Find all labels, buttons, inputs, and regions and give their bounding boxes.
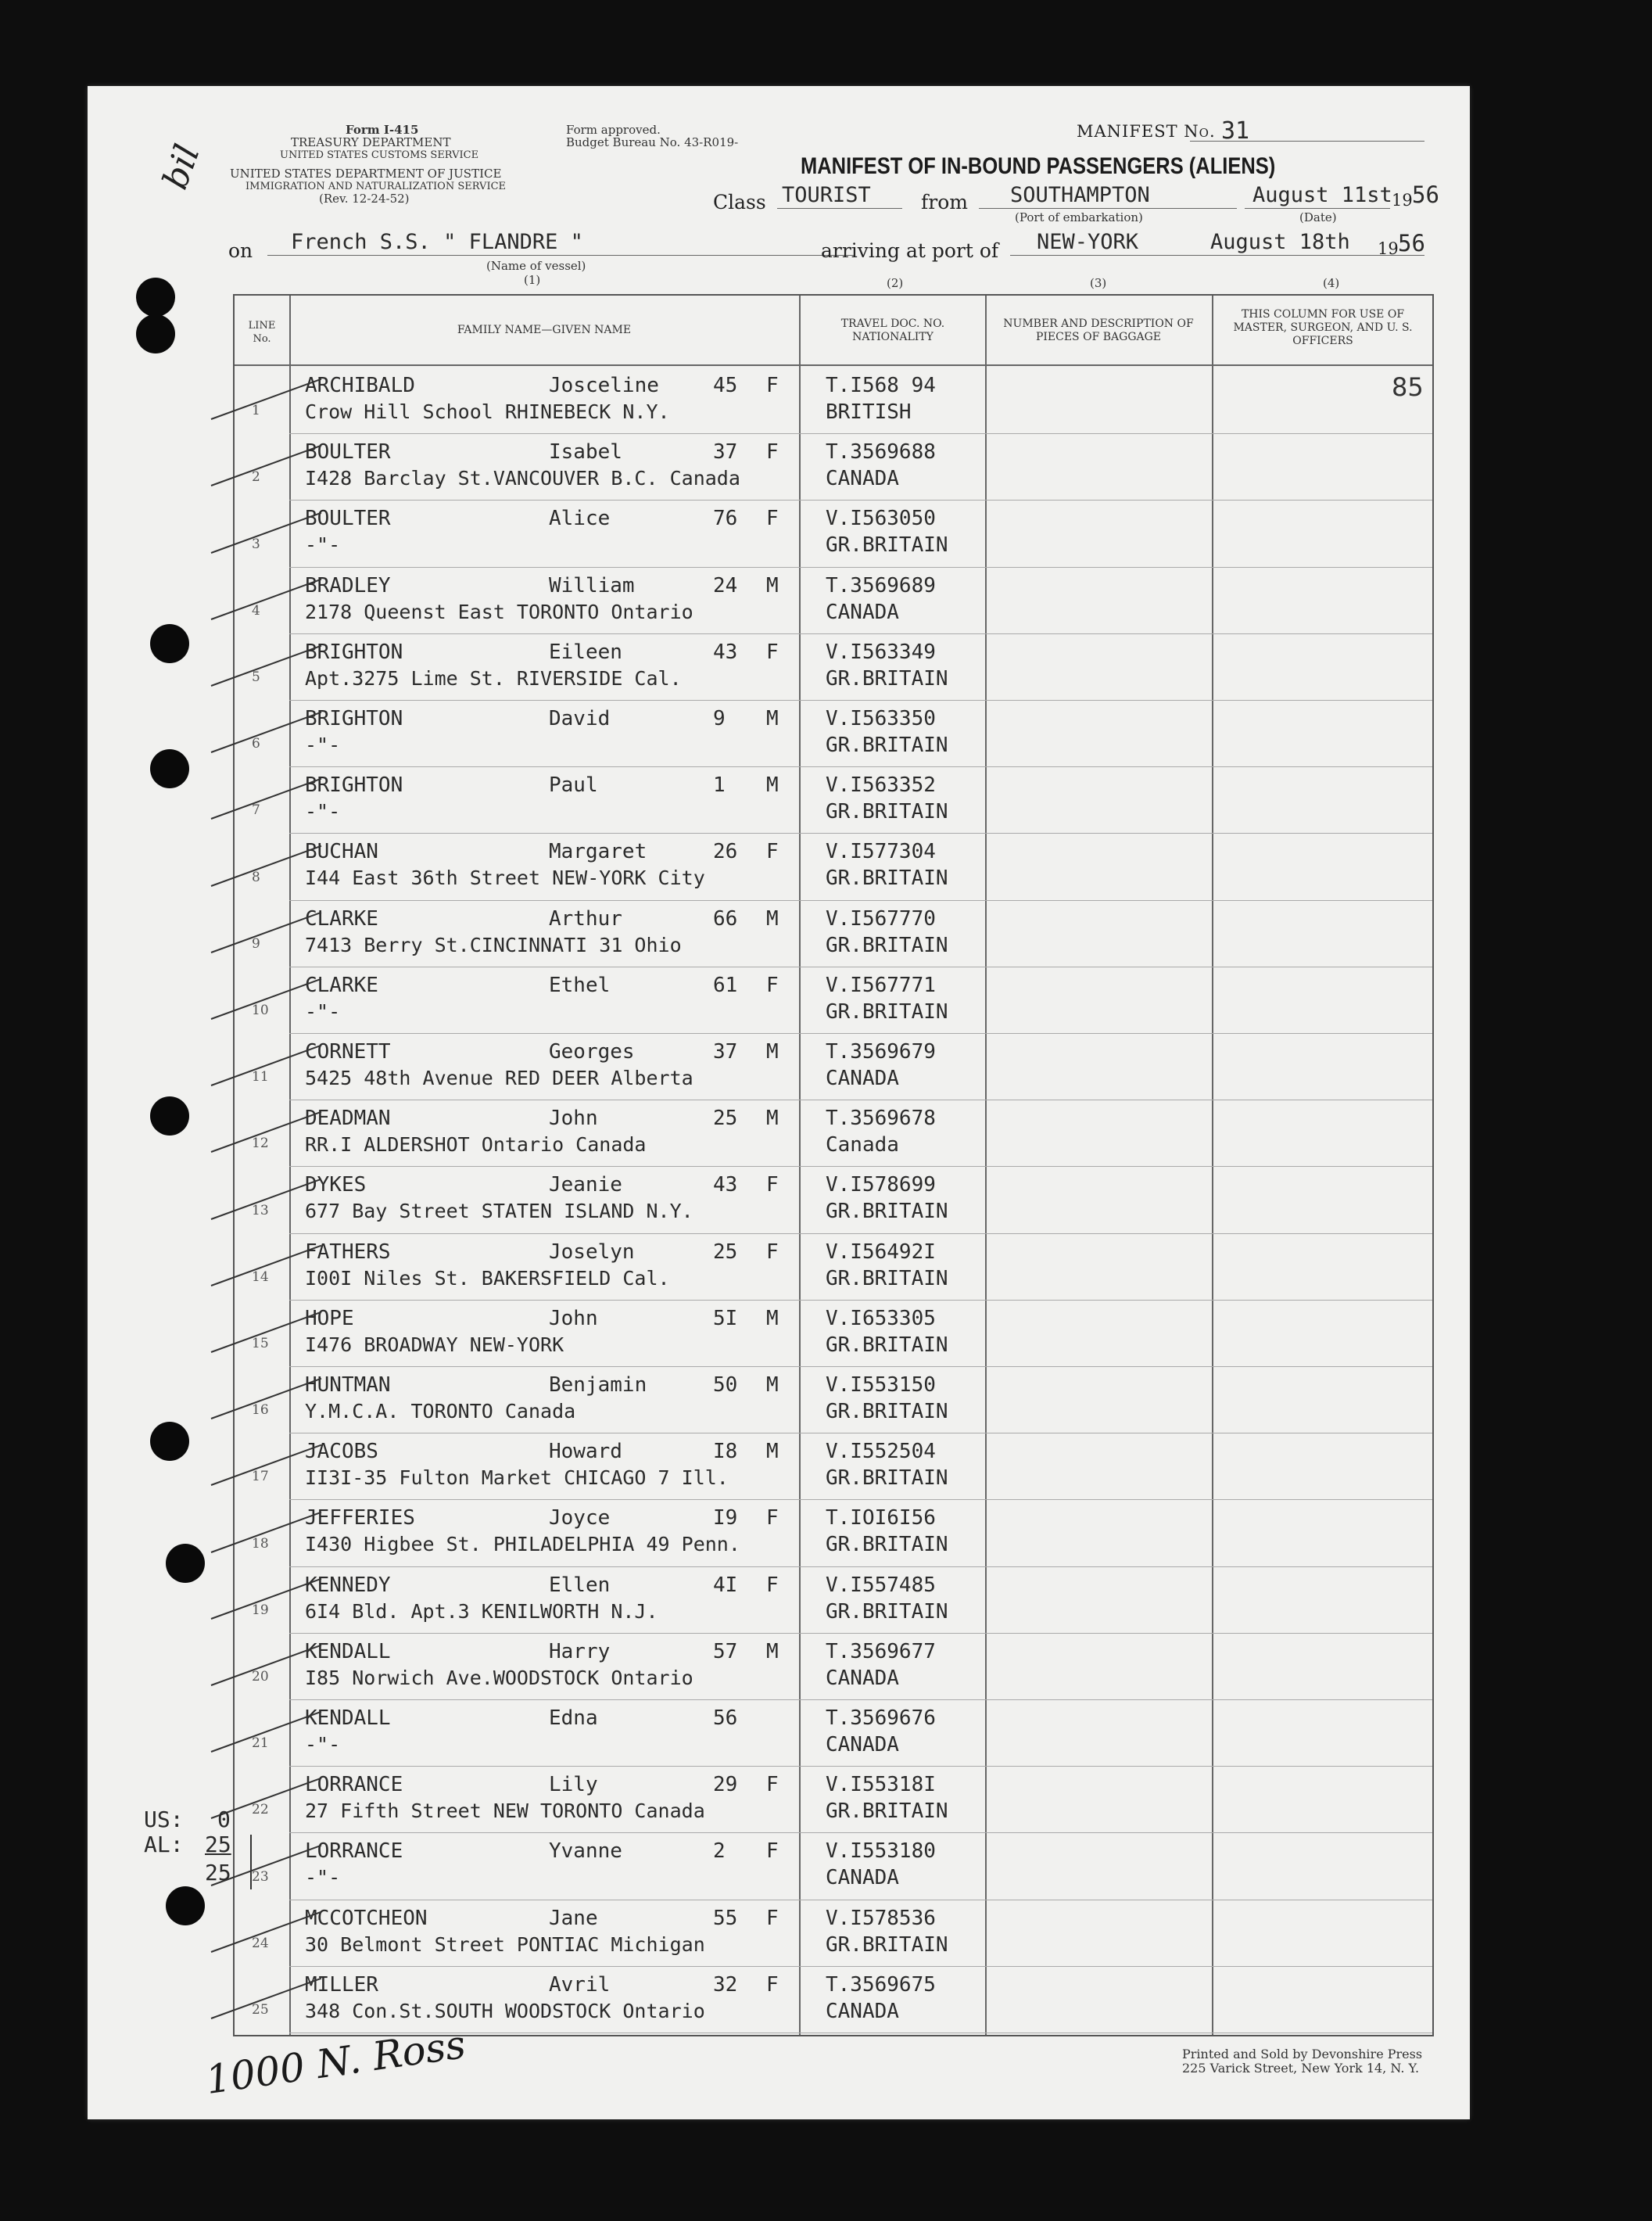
- sex: M: [766, 773, 779, 798]
- binder-hole: [136, 314, 175, 353]
- budget-bureau: Budget Bureau No. 43-R019-: [566, 135, 739, 149]
- sex: F: [766, 640, 779, 664]
- address: 7413 Berry St.CINCINNATI 31 Ohio: [305, 933, 682, 956]
- line-number: 23: [252, 1868, 269, 1885]
- age: 55: [713, 1906, 738, 1930]
- line-number: 11: [252, 1069, 269, 1085]
- from-value: SOUTHAMPTON: [1010, 183, 1150, 207]
- sex: F: [766, 507, 779, 531]
- manifest-no-label: MANIFEST No.: [1077, 122, 1216, 141]
- address: I428 Barclay St.VANCOUVER B.C. Canada: [305, 467, 740, 490]
- table-row: [235, 1700, 1432, 1767]
- line-number: 16: [252, 1402, 269, 1419]
- age: 1: [713, 773, 726, 798]
- nationality: CANADA: [826, 600, 899, 624]
- line-number: 4: [252, 602, 260, 619]
- travel-doc: V.I563050: [826, 507, 936, 531]
- sex: M: [766, 1306, 779, 1330]
- sex: F: [766, 374, 779, 397]
- table-row: [235, 1833, 1432, 1900]
- revision: (Rev. 12-24-52): [319, 192, 410, 206]
- family-name: CLARKE: [305, 973, 378, 997]
- printer-line-1: Printed and Sold by Devonshire Press: [1182, 2047, 1423, 2061]
- line-number: 20: [252, 1668, 269, 1685]
- line-number: 14: [252, 1268, 269, 1285]
- treasury-dept: TREASURY DEPARTMENT: [291, 135, 451, 149]
- nationality: GR.BRITAIN: [826, 1333, 948, 1357]
- travel-doc: V.I578536: [826, 1906, 936, 1930]
- sex: F: [766, 1906, 779, 1930]
- binder-hole: [166, 1544, 205, 1583]
- given-name: Joyce: [549, 1506, 611, 1530]
- address: II3I-35 Fulton Market CHICAGO 7 Ill.: [305, 1466, 729, 1490]
- sex: F: [766, 1972, 779, 1997]
- manifest-page: [88, 86, 1470, 2119]
- travel-doc: T.3569689: [826, 573, 936, 597]
- nationality: GR.BRITAIN: [826, 1932, 948, 1957]
- given-name: Avril: [549, 1972, 611, 1997]
- col3-caption: (3): [1090, 276, 1107, 290]
- travel-doc: V.I577304: [826, 840, 936, 864]
- arriving-label: arriving at port of: [821, 239, 999, 262]
- travel-doc: V.I653305: [826, 1306, 936, 1330]
- table-row: [235, 634, 1432, 701]
- family-name: KENDALL: [305, 1639, 391, 1663]
- line-number: 15: [252, 1335, 269, 1351]
- family-name: JEFFERIES: [305, 1506, 415, 1530]
- sex: F: [766, 1240, 779, 1264]
- sex: F: [766, 1506, 779, 1530]
- class-label: Class: [713, 191, 766, 213]
- nationality: CANADA: [826, 1866, 899, 1890]
- age: 43: [713, 1173, 738, 1197]
- table-row: [235, 1433, 1432, 1500]
- age: 56: [713, 1706, 738, 1730]
- nationality: Canada: [826, 1133, 899, 1157]
- age: 25: [713, 1107, 738, 1131]
- line-number: 25: [252, 2001, 269, 2018]
- col2-caption: (2): [887, 276, 904, 290]
- address: I476 BROADWAY NEW-YORK: [305, 1333, 564, 1356]
- header-line-no: LINE No.: [248, 320, 276, 345]
- nationality: GR.BRITAIN: [826, 1799, 948, 1824]
- given-name: Harry: [549, 1639, 611, 1663]
- col1-caption: (1): [524, 273, 541, 287]
- table-row: [235, 1567, 1432, 1634]
- age: 57: [713, 1639, 738, 1663]
- address: -"-: [305, 734, 341, 756]
- family-name: JACOBS: [305, 1440, 378, 1464]
- given-name: Ethel: [549, 973, 611, 997]
- nationality: CANADA: [826, 467, 899, 491]
- age: 26: [713, 840, 738, 864]
- form-number: Form I-415: [346, 123, 419, 137]
- tally-us-label: US:: [144, 1807, 184, 1832]
- binder-hole: [150, 749, 189, 788]
- given-name: Lily: [549, 1773, 598, 1797]
- family-name: ARCHIBALD: [305, 374, 415, 397]
- address: I430 Higbee St. PHILADELPHIA 49 Penn.: [305, 1533, 740, 1556]
- table-row: [235, 434, 1432, 501]
- travel-doc: V.I55318I: [826, 1773, 936, 1797]
- table-row: [235, 901, 1432, 967]
- table-row: [235, 368, 1432, 434]
- sex: M: [766, 906, 779, 931]
- table-row: [235, 1967, 1432, 2033]
- nationality: GR.BRITAIN: [826, 1533, 948, 1557]
- justice-dept: UNITED STATES DEPARTMENT OF JUSTICE: [230, 167, 502, 181]
- binder-hole: [166, 1886, 205, 1925]
- table-row: [235, 501, 1432, 567]
- travel-doc: V.I56492I: [826, 1240, 936, 1264]
- family-name: BOULTER: [305, 440, 391, 465]
- age: I9: [713, 1506, 738, 1530]
- nationality: BRITISH: [826, 400, 912, 424]
- travel-doc: V.I557485: [826, 1573, 936, 1597]
- header-travel: TRAVEL DOC. NO. NATIONALITY: [840, 318, 945, 343]
- port-embark-caption: (Port of embarkation): [1015, 210, 1143, 224]
- nationality: GR.BRITAIN: [826, 1466, 948, 1491]
- address: Y.M.C.A. TORONTO Canada: [305, 1400, 576, 1423]
- age: 24: [713, 573, 738, 597]
- sex: M: [766, 1440, 779, 1464]
- given-name: Ellen: [549, 1573, 611, 1597]
- address: 27 Fifth Street NEW TORONTO Canada: [305, 1799, 705, 1823]
- given-name: David: [549, 707, 611, 730]
- nationality: GR.BRITAIN: [826, 933, 948, 957]
- sex: F: [766, 973, 779, 997]
- address: -"-: [305, 1733, 341, 1756]
- travel-doc: T.3569675: [826, 1972, 936, 1997]
- line-number: 3: [252, 536, 260, 552]
- date-caption: (Date): [1299, 210, 1337, 224]
- given-name: Paul: [549, 773, 598, 798]
- address: -"-: [305, 533, 341, 557]
- nationality: GR.BRITAIN: [826, 800, 948, 824]
- tally-bracket: [242, 1835, 252, 1889]
- nationality: GR.BRITAIN: [826, 867, 948, 891]
- passenger-table: [233, 294, 1434, 2036]
- nationality: CANADA: [826, 1666, 899, 1690]
- age: 66: [713, 906, 738, 931]
- age: 29: [713, 1773, 738, 1797]
- address: 6I4 Bld. Apt.3 KENILWORTH N.J.: [305, 1599, 658, 1623]
- sex: F: [766, 1773, 779, 1797]
- nationality: GR.BRITAIN: [826, 1599, 948, 1624]
- given-name: Jane: [549, 1906, 598, 1930]
- given-name: Eileen: [549, 640, 622, 664]
- manifest-no-value: 31: [1221, 117, 1250, 145]
- given-name: John: [549, 1107, 598, 1131]
- date-value: August 11st: [1252, 183, 1392, 207]
- given-name: John: [549, 1306, 598, 1330]
- from-underline: [979, 208, 1237, 209]
- line-number: 9: [252, 935, 260, 952]
- line-number: 10: [252, 1002, 269, 1018]
- travel-doc: T.3569677: [826, 1639, 936, 1663]
- sex: M: [766, 1373, 779, 1397]
- travel-doc: V.I578699: [826, 1173, 936, 1197]
- line-number: 12: [252, 1136, 269, 1152]
- travel-doc: T.IOI6I56: [826, 1506, 936, 1530]
- travel-doc: T.3569678: [826, 1107, 936, 1131]
- year-value: 56: [1412, 181, 1439, 208]
- family-name: MCCOTCHEON: [305, 1906, 428, 1930]
- sex: F: [766, 1173, 779, 1197]
- line-number: 8: [252, 869, 260, 885]
- address: Apt.3275 Lime St. RIVERSIDE Cal.: [305, 666, 682, 690]
- address: 348 Con.St.SOUTH WOODSTOCK Ontario: [305, 1999, 705, 2022]
- given-name: Edna: [549, 1706, 598, 1730]
- line-number: 7: [252, 802, 260, 819]
- family-name: KENNEDY: [305, 1573, 391, 1597]
- ins-service: IMMIGRATION AND NATURALIZATION SERVICE: [245, 181, 507, 192]
- class-value: TOURIST: [782, 183, 871, 207]
- age: 50: [713, 1373, 738, 1397]
- family-name: LORRANCE: [305, 1839, 403, 1864]
- officer-signature: 1000 N. Ross: [202, 2022, 468, 2103]
- family-name: BRIGHTON: [305, 640, 403, 664]
- table-row: [235, 1100, 1432, 1167]
- table-row: [235, 834, 1432, 900]
- table-row: [235, 767, 1432, 834]
- family-name: BRIGHTON: [305, 773, 403, 798]
- table-row: [235, 1234, 1432, 1301]
- line-number: 21: [252, 1735, 269, 1752]
- nationality: GR.BRITAIN: [826, 666, 948, 691]
- family-name: LORRANCE: [305, 1773, 403, 1797]
- nationality: GR.BRITAIN: [826, 1200, 948, 1224]
- age: 76: [713, 507, 738, 531]
- address: Crow Hill School RHINEBECK N.Y.: [305, 400, 670, 423]
- line-number: 6: [252, 736, 260, 752]
- sex: M: [766, 573, 779, 597]
- given-name: Josceline: [549, 374, 659, 397]
- travel-doc: T.I568 94: [826, 374, 936, 397]
- travel-doc: T.3569676: [826, 1706, 936, 1730]
- address: I44 East 36th Street NEW-YORK City: [305, 867, 705, 890]
- family-name: HOPE: [305, 1306, 354, 1330]
- binder-hole: [150, 1422, 189, 1461]
- age: 25: [713, 1240, 738, 1264]
- arriving-year: 56: [1398, 230, 1425, 257]
- given-name: Isabel: [549, 440, 622, 465]
- address: 2178 Queenst East TORONTO Ontario: [305, 600, 693, 623]
- family-name: KENDALL: [305, 1706, 391, 1730]
- line-number: 1: [252, 403, 260, 419]
- form-approved: Form approved.: [566, 123, 661, 137]
- family-name: BRIGHTON: [305, 707, 403, 730]
- travel-doc: V.I567771: [826, 973, 936, 997]
- from-label: from: [921, 191, 968, 213]
- line-number: 5: [252, 669, 260, 685]
- age: 2: [713, 1839, 726, 1864]
- class-underline: [777, 208, 902, 209]
- arriving-year-prefix: 19: [1378, 239, 1399, 258]
- family-name: HUNTMAN: [305, 1373, 391, 1397]
- family-name: BOULTER: [305, 507, 391, 531]
- nationality: CANADA: [826, 1999, 899, 2023]
- arriving-underline: [1010, 255, 1424, 256]
- arriving-date: August 18th: [1210, 230, 1350, 254]
- age: 32: [713, 1972, 738, 1997]
- tally-us-value: 0: [217, 1807, 231, 1832]
- age: 37: [713, 1040, 738, 1064]
- given-name: Howard: [549, 1440, 622, 1464]
- age: 61: [713, 973, 738, 997]
- travel-doc: V.I563352: [826, 773, 936, 798]
- age: 9: [713, 707, 726, 730]
- manifest-underline: [1190, 141, 1424, 142]
- address: -"-: [305, 999, 341, 1023]
- table-row: [235, 967, 1432, 1034]
- travel-doc: V.I553150: [826, 1373, 936, 1397]
- nationality: CANADA: [826, 1067, 899, 1090]
- nationality: GR.BRITAIN: [826, 999, 948, 1024]
- address: 30 Belmont Street PONTIAC Michigan: [305, 1932, 705, 1956]
- family-name: BRADLEY: [305, 573, 391, 597]
- tally-al-value: 25: [205, 1832, 231, 1857]
- binder-hole: [150, 1096, 189, 1136]
- age: 43: [713, 640, 738, 664]
- address: I00I Niles St. BAKERSFIELD Cal.: [305, 1266, 670, 1290]
- table-row: [235, 1500, 1432, 1566]
- header-baggage: NUMBER AND DESCRIPTION OF PIECES OF BAGGAGE: [1003, 318, 1194, 343]
- table-row: [235, 1767, 1432, 1833]
- travel-doc: T.3569679: [826, 1040, 936, 1064]
- sex: F: [766, 440, 779, 465]
- arriving-port: NEW-YORK: [1037, 230, 1139, 254]
- family-name: DYKES: [305, 1173, 367, 1197]
- sex: F: [766, 840, 779, 864]
- table-row: [235, 1900, 1432, 1967]
- table-row: [235, 701, 1432, 767]
- sex: M: [766, 1107, 779, 1131]
- line-number: 19: [252, 1602, 269, 1618]
- vessel-underline: [267, 255, 854, 256]
- table-row: [235, 1034, 1432, 1100]
- table-row: [235, 568, 1432, 634]
- age: 37: [713, 440, 738, 465]
- address: 677 Bay Street STATEN ISLAND N.Y.: [305, 1200, 693, 1223]
- table-row: [235, 1167, 1432, 1233]
- side-initials: bil: [155, 139, 208, 195]
- line-number: 17: [252, 1469, 269, 1485]
- family-name: CLARKE: [305, 906, 378, 931]
- nationality: GR.BRITAIN: [826, 533, 948, 558]
- age: 5I: [713, 1306, 738, 1330]
- year-prefix: 19: [1392, 191, 1413, 210]
- nationality: CANADA: [826, 1733, 899, 1756]
- travel-doc: V.I567770: [826, 906, 936, 931]
- table-row: [235, 1301, 1432, 1367]
- on-label: on: [228, 239, 253, 262]
- age: 4I: [713, 1573, 738, 1597]
- vessel-caption: (Name of vessel): [486, 259, 586, 273]
- given-name: Arthur: [549, 906, 622, 931]
- given-name: Benjamin: [549, 1373, 647, 1397]
- age: I8: [713, 1440, 738, 1464]
- binder-hole: [150, 624, 189, 663]
- vessel-value: French S.S. " FLANDRE ": [291, 230, 583, 254]
- nationality: GR.BRITAIN: [826, 734, 948, 757]
- given-name: Joselyn: [549, 1240, 635, 1264]
- address: RR.I ALDERSHOT Ontario Canada: [305, 1133, 647, 1157]
- given-name: Margaret: [549, 840, 647, 864]
- nationality: GR.BRITAIN: [826, 1266, 948, 1290]
- date-underline: [1245, 208, 1390, 209]
- printer-line-2: 225 Varick Street, New York 14, N. Y.: [1182, 2061, 1420, 2076]
- line-number: 13: [252, 1202, 269, 1218]
- travel-doc: V.I552504: [826, 1440, 936, 1464]
- line-number: 24: [252, 1935, 269, 1951]
- line-number: 18: [252, 1535, 269, 1552]
- sex: M: [766, 1040, 779, 1064]
- address: I85 Norwich Ave.WOODSTOCK Ontario: [305, 1666, 693, 1689]
- given-name: Yvanne: [549, 1839, 622, 1864]
- family-name: BUCHAN: [305, 840, 378, 864]
- family-name: DEADMAN: [305, 1107, 391, 1131]
- binder-hole: [136, 278, 175, 317]
- col4-caption: (4): [1323, 276, 1340, 290]
- sex: M: [766, 707, 779, 730]
- family-name: MILLER: [305, 1972, 378, 1997]
- customs-service: UNITED STATES CUSTOMS SERVICE: [280, 149, 479, 161]
- sex: F: [766, 1839, 779, 1864]
- family-name: CORNETT: [305, 1040, 391, 1064]
- address: 5425 48th Avenue RED DEER Alberta: [305, 1067, 693, 1089]
- line-number: 2: [252, 469, 260, 486]
- tally-al-label: AL:: [144, 1832, 184, 1857]
- travel-doc: T.3569688: [826, 440, 936, 465]
- given-name: Georges: [549, 1040, 635, 1064]
- header-officers: THIS COLUMN FOR USE OF MASTER, SURGEON, AND U. S. OFFICERS: [1233, 308, 1413, 347]
- tally-total: 25: [205, 1860, 231, 1886]
- table-row: [235, 1367, 1432, 1433]
- header-rule: [235, 364, 1432, 366]
- address: -"-: [305, 1866, 341, 1889]
- manifest-title: MANIFEST OF IN-BOUND PASSENGERS (ALIENS): [801, 153, 1276, 179]
- corner-number: 85: [1392, 372, 1424, 402]
- given-name: Alice: [549, 507, 611, 531]
- travel-doc: V.I563349: [826, 640, 936, 664]
- travel-doc: V.I553180: [826, 1839, 936, 1864]
- address: -"-: [305, 800, 341, 823]
- given-name: Jeanie: [549, 1173, 622, 1197]
- line-number: 22: [252, 1802, 269, 1818]
- sex: F: [766, 1573, 779, 1597]
- age: 45: [713, 374, 738, 397]
- table-row: [235, 1634, 1432, 1700]
- nationality: GR.BRITAIN: [826, 1400, 948, 1423]
- family-name: FATHERS: [305, 1240, 391, 1264]
- given-name: William: [549, 573, 635, 597]
- travel-doc: V.I563350: [826, 707, 936, 730]
- header-name: FAMILY NAME—GIVEN NAME: [457, 324, 632, 336]
- sex: M: [766, 1639, 779, 1663]
